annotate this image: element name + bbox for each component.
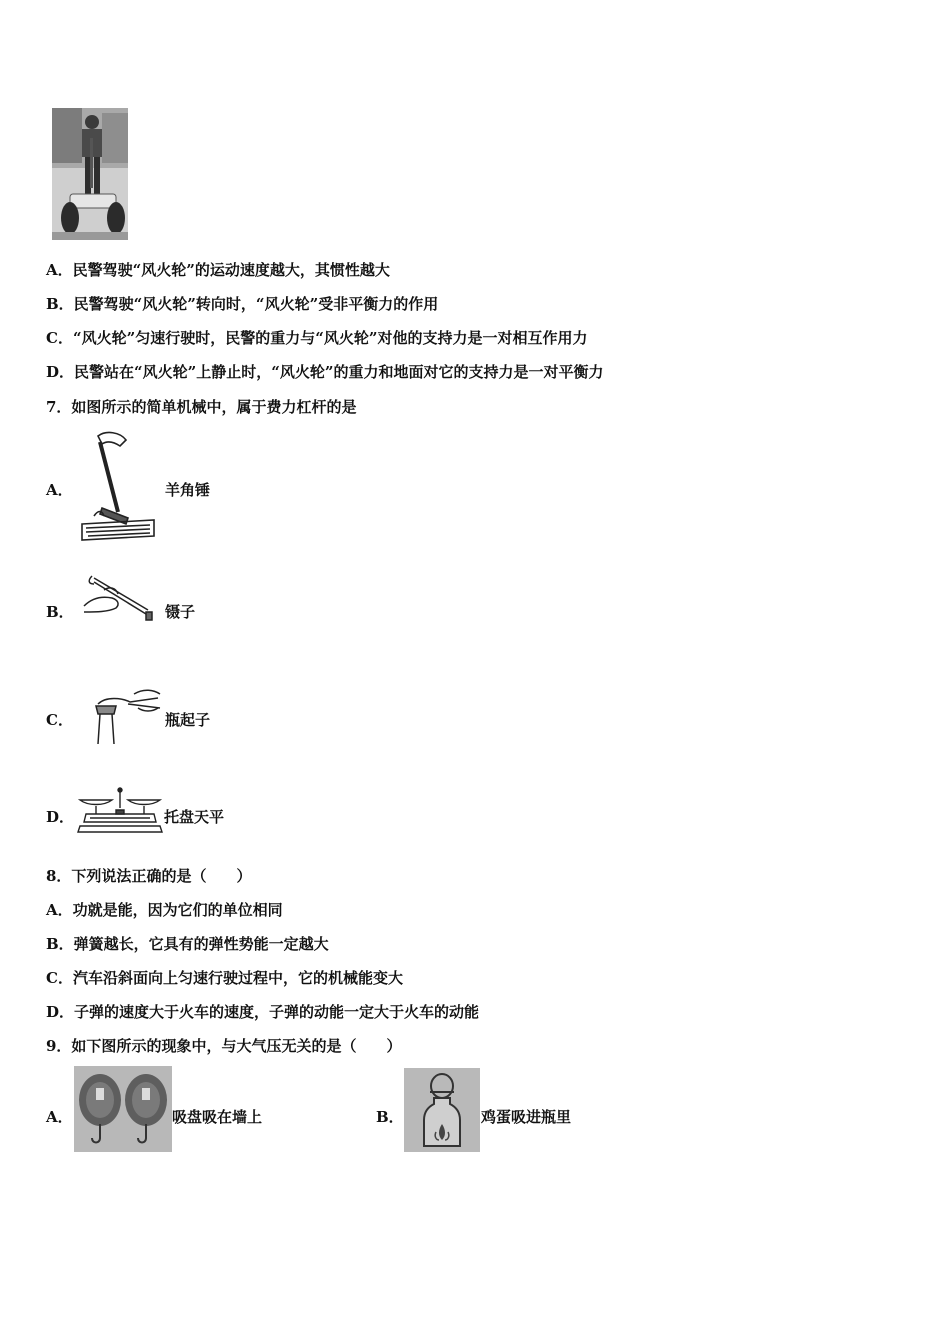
q6-option-a: A．民警驾驶“风火轮”的运动速度越大，其惯性越大 xyxy=(46,261,390,279)
q8-option-a: A．功就是能，因为它们的单位相同 xyxy=(46,901,283,919)
bottle-opener-icon xyxy=(88,686,162,746)
q6-option-c: C．“风火轮”匀速行驶时，民警的重力与“风火轮”对他的支持力是一对相互作用力 xyxy=(46,329,588,347)
q7-option-d-letter: D． xyxy=(46,808,75,826)
suction-cup-photo xyxy=(74,1066,172,1152)
claw-hammer-icon xyxy=(80,428,156,542)
balance-scale-icon xyxy=(76,786,164,838)
q7-stem: 7．如图所示的简单机械中，属于费力杠杆的是 xyxy=(46,398,357,416)
q9-option-a-letter: A． xyxy=(46,1108,73,1126)
q8-option-c: C．汽车沿斜面向上匀速行驶过程中，它的机械能变大 xyxy=(46,969,403,987)
q7-option-c-label: 瓶起子 xyxy=(165,711,211,729)
segway-photo xyxy=(52,108,128,240)
q8-option-d: D．子弹的速度大于火车的速度，子弹的动能一定大于火车的动能 xyxy=(46,1003,480,1021)
q8-option-b: B．弹簧越长，它具有的弹性势能一定越大 xyxy=(46,935,329,953)
q7-option-b-label: 镊子 xyxy=(165,603,196,621)
tweezers-icon xyxy=(82,572,158,624)
q7-option-a-label: 羊角锤 xyxy=(165,481,211,499)
q8-stem: 8．下列说法正确的是（ ） xyxy=(46,867,252,885)
q7-option-d-label: 托盘天平 xyxy=(164,808,225,826)
q6-option-d: D．民警站在“风火轮”上静止时，“风火轮”的重力和地面对它的支持力是一对平衡力 xyxy=(46,363,604,381)
egg-bottle-photo xyxy=(404,1068,480,1152)
q9-option-b-label: 鸡蛋吸进瓶里 xyxy=(481,1108,572,1126)
q7-option-a-letter: A． xyxy=(46,481,73,499)
q6-option-b: B．民警驾驶“风火轮”转向时，“风火轮”受非平衡力的作用 xyxy=(46,295,439,313)
q7-option-c-letter: C． xyxy=(46,711,73,729)
q7-option-b-letter: B． xyxy=(46,603,74,621)
q9-stem: 9．如下图所示的现象中，与大气压无关的是（ ） xyxy=(46,1037,402,1055)
q9-option-b-letter: B． xyxy=(376,1108,404,1126)
q9-option-a-label: 吸盘吸在墙上 xyxy=(172,1108,263,1126)
